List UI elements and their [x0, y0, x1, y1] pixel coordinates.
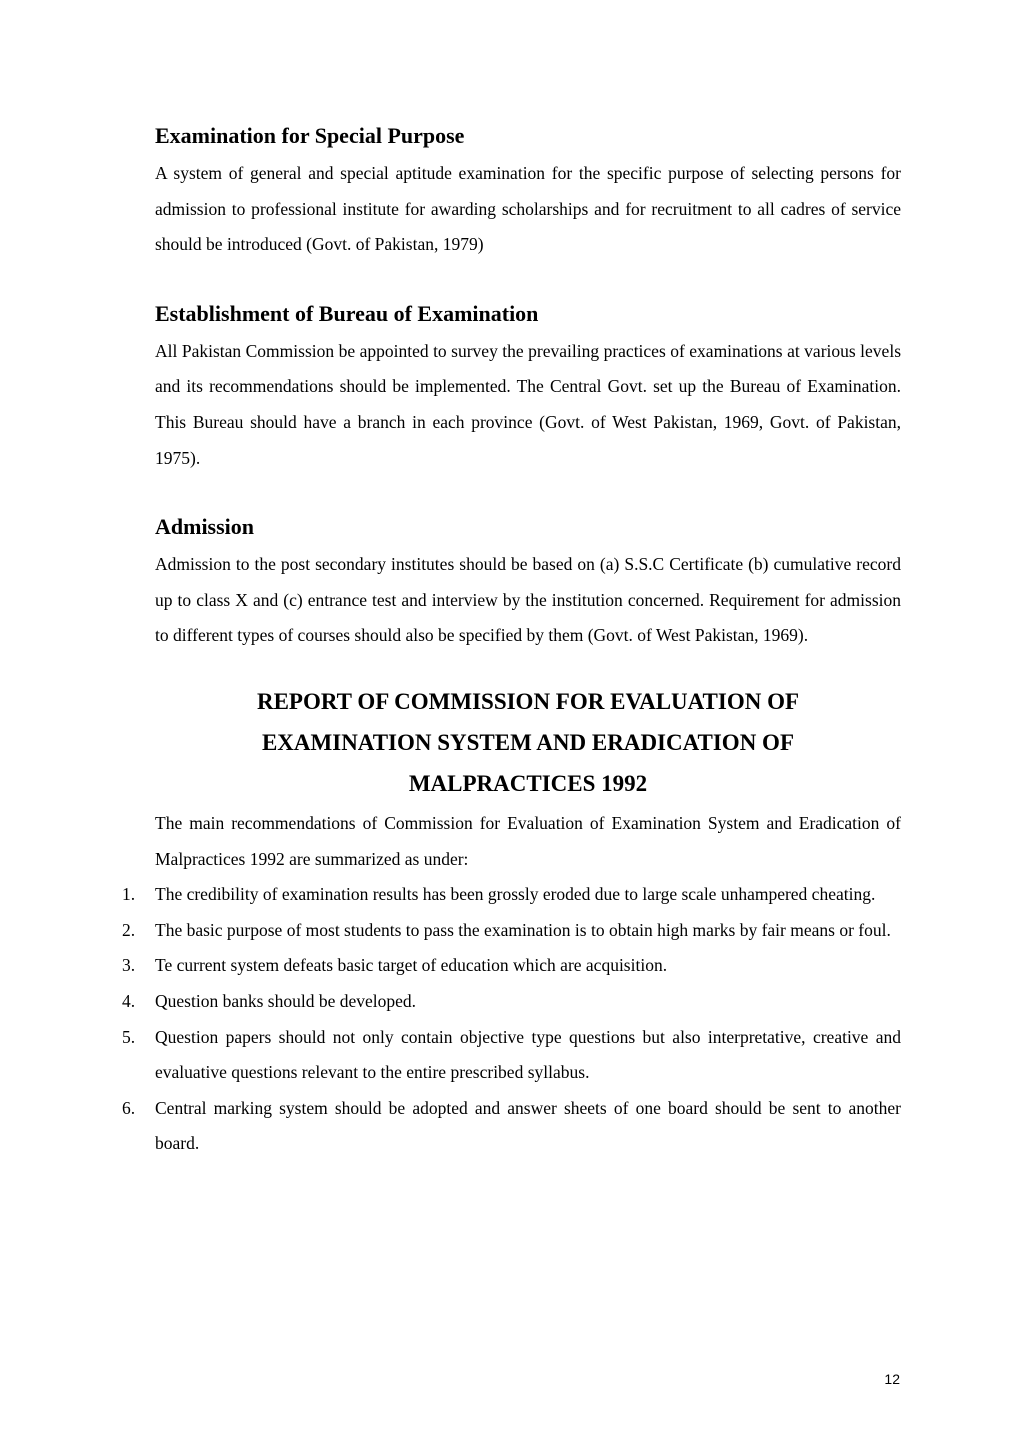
page-content [122, 120, 901, 1162]
list-item [122, 1091, 901, 1162]
list-item [122, 1020, 901, 1091]
list-item-text: The credibility of examination results has been grossly eroded due to large scale unhampered cheating. [155, 884, 876, 905]
list-item-number: 6. [122, 1097, 136, 1118]
list-item [122, 877, 901, 913]
section-bureau-of-examination [155, 298, 901, 476]
list-item-text: Question banks should be developed. [155, 990, 416, 1011]
list-item-text: Question papers should not only contain objective type questions but also interpretative, creative and evaluative questions relevant to the entire prescribed syllabus. [155, 1026, 901, 1083]
section-body: Admission to the post secondary institutes should be based on (a) S.S.C Certificate (b) cumulative record up to class X and (c) entrance test and interview by the institution concerned. Requirement for admission to different types of courses should also be specified by them (Govt. of West Pakistan, 1969). [155, 554, 901, 646]
report-intro: The main recommendations of Commission for Evaluation of Examination System and Eradication of Malpractices 1992 are summarized as under: [155, 812, 901, 869]
section-special-purpose [155, 120, 901, 263]
section-heading: Examination for Special Purpose [155, 123, 465, 148]
page-number: 12 [884, 1371, 900, 1387]
report-title-line: EXAMINATION SYSTEM AND ERADICATION OF [261, 729, 795, 755]
section-body: All Pakistan Commission be appointed to survey the prevailing practices of examinations at various levels and its recommendations should be implemented. The Central Govt. set up the Bureau of Examination. This Bureau should have a branch in each province (Govt. of West Pakistan, 1969, Govt. of Pakistan, 1975). [155, 340, 901, 468]
list-item-text: Te current system defeats basic target of education which are acquisition. [155, 955, 668, 976]
list-item-number: 5. [122, 1026, 136, 1047]
list-item-text: Central marking system should be adopted and answer sheets of one board should be sent to another board. [155, 1097, 901, 1154]
list-item-number: 4. [122, 990, 136, 1011]
list-item-number: 1. [122, 884, 136, 905]
section-body: A system of general and special aptitude examination for the specific purpose of selecting persons for admission to professional institute for awarding scholarships and for recruitment to all cadres of service should be introduced (Govt. of Pakistan, 1979) [155, 163, 901, 255]
recommendations-list [122, 877, 901, 1162]
list-item-text: The basic purpose of most students to pass the examination is to obtain high marks by fair means or foul. [155, 919, 891, 940]
section-heading: Establishment of Bureau of Examination [155, 300, 539, 326]
report-title-line: MALPRACTICES 1992 [408, 770, 648, 796]
list-item [122, 984, 901, 1020]
section-heading: Admission [155, 514, 255, 540]
report-title [145, 681, 911, 804]
list-item-number: 3. [122, 955, 136, 976]
report-title-line: REPORT OF COMMISSION FOR EVALUATION OF [256, 688, 800, 714]
list-item [122, 913, 901, 949]
list-item [122, 948, 901, 984]
section-admission [155, 511, 901, 654]
list-item-number: 2. [122, 919, 136, 940]
